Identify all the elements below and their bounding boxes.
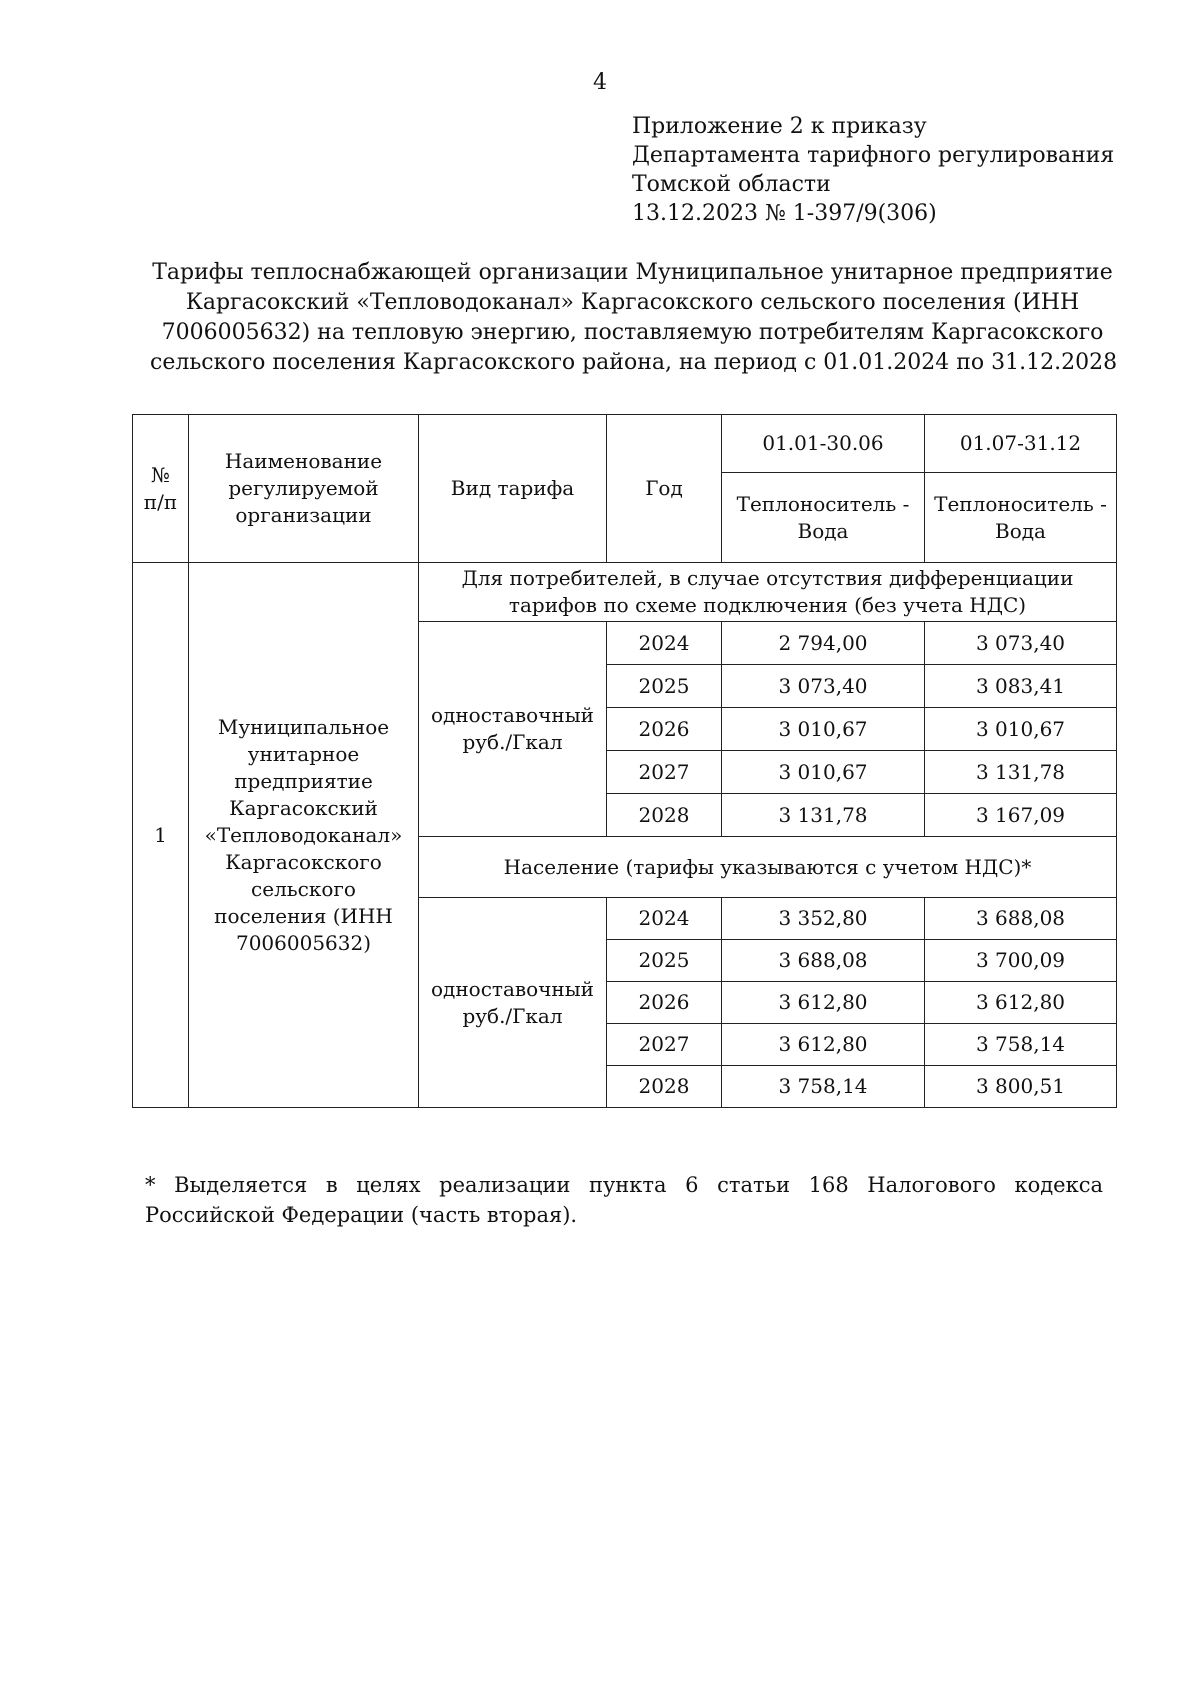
title-line: Каргасокский «Тепловодоканал» Каргасокского сельского поселения (ИНН bbox=[185, 290, 1080, 315]
header-carrier-1 bbox=[722, 473, 925, 563]
section-row bbox=[133, 563, 1117, 622]
value-cell-h2: 3 167,09 bbox=[925, 794, 1117, 837]
value-cell-h2: 3 010,67 bbox=[925, 708, 1117, 751]
tariff-type-cell bbox=[419, 898, 607, 1108]
year-cell: 2028 bbox=[607, 1066, 722, 1108]
value-cell-h1: 3 612,80 bbox=[722, 982, 925, 1024]
tariff-text: руб./Гкал bbox=[462, 730, 563, 754]
header-text: организации bbox=[235, 503, 372, 527]
value-cell-h1: 3 688,08 bbox=[722, 940, 925, 982]
appendix-line: Департамента тарифного регулирования bbox=[632, 143, 1115, 168]
value-cell-h1: 2 794,00 bbox=[722, 622, 925, 665]
year-cell: 2024 bbox=[607, 898, 722, 940]
org-line: унитарное bbox=[247, 741, 360, 766]
org-line: сельского bbox=[251, 876, 356, 901]
header-row bbox=[133, 415, 1117, 473]
appendix-line: Приложение 2 к приказу bbox=[632, 114, 927, 139]
year-cell: 2028 bbox=[607, 794, 722, 837]
organization-name bbox=[189, 563, 419, 1108]
org-line: «Тепловодоканал» bbox=[204, 822, 403, 847]
value-cell-h2: 3 700,09 bbox=[925, 940, 1117, 982]
header-text: регулируемой bbox=[228, 476, 379, 500]
value-cell-h2: 3 688,08 bbox=[925, 898, 1117, 940]
tariff-table bbox=[132, 414, 1117, 1108]
header-period-1: 01.01-30.06 bbox=[722, 415, 925, 473]
header-text: Наименование bbox=[224, 449, 383, 473]
value-cell-h2: 3 073,40 bbox=[925, 622, 1117, 665]
value-cell-h1: 3 131,78 bbox=[722, 794, 925, 837]
org-line: предприятие bbox=[234, 768, 373, 793]
header-text: Теплоноситель - bbox=[934, 491, 1107, 516]
header-period-2: 01.07-31.12 bbox=[925, 415, 1117, 473]
value-cell-h2: 3 612,80 bbox=[925, 982, 1117, 1024]
header-year: Год bbox=[607, 415, 722, 563]
section-text: тарифов по схеме подключения (без учета НДС) bbox=[508, 593, 1027, 617]
appendix-order-number: 13.12.2023 № 1-397/9(306) bbox=[632, 201, 937, 226]
header-carrier-2 bbox=[925, 473, 1117, 563]
title-line: 7006005632) на тепловую энергию, поставляемую потребителям Каргасокского bbox=[161, 320, 1104, 345]
section-population-header: Население (тарифы указываются с учетом НДС)* bbox=[419, 837, 1117, 898]
title-line: Тарифы теплоснабжающей организации Муниципальное унитарное предприятие bbox=[152, 260, 1113, 285]
year-cell: 2027 bbox=[607, 751, 722, 794]
value-cell-h1: 3 612,80 bbox=[722, 1024, 925, 1066]
value-cell-h2: 3 758,14 bbox=[925, 1024, 1117, 1066]
year-cell: 2027 bbox=[607, 1024, 722, 1066]
value-cell-h1: 3 010,67 bbox=[722, 708, 925, 751]
org-line: Муниципальное bbox=[217, 714, 390, 739]
document-title bbox=[150, 258, 1118, 378]
appendix-line: Томской области bbox=[632, 172, 831, 197]
value-cell-h2: 3 083,41 bbox=[925, 665, 1117, 708]
value-cell-h1: 3 010,67 bbox=[722, 751, 925, 794]
appendix-header bbox=[632, 112, 1152, 228]
value-cell-h2: 3 131,78 bbox=[925, 751, 1117, 794]
header-text: п/п bbox=[143, 489, 178, 514]
tariff-text: одноставочный bbox=[430, 976, 595, 1001]
header-organization bbox=[189, 415, 419, 563]
header-text: № bbox=[151, 462, 170, 487]
year-cell: 2025 bbox=[607, 940, 722, 982]
year-cell: 2026 bbox=[607, 708, 722, 751]
section-consumers-header bbox=[419, 563, 1117, 622]
org-line: поселения (ИНН bbox=[214, 903, 393, 928]
section-text: Для потребителей, в случае отсутствия дифференциации bbox=[461, 566, 1074, 590]
row-number: 1 bbox=[133, 563, 189, 1108]
value-cell-h1: 3 352,80 bbox=[722, 898, 925, 940]
header-number bbox=[133, 415, 189, 563]
header-text: Теплоноситель - bbox=[736, 491, 910, 516]
org-line: Каргасокского bbox=[225, 849, 382, 874]
value-cell-h1: 3 758,14 bbox=[722, 1066, 925, 1108]
year-cell: 2025 bbox=[607, 665, 722, 708]
header-tariff-type: Вид тарифа bbox=[419, 415, 607, 563]
header-text: Вода bbox=[995, 518, 1046, 543]
value-cell-h1: 3 073,40 bbox=[722, 665, 925, 708]
org-line: 7006005632) bbox=[235, 930, 372, 955]
footnote: * Выделяется в целях реализации пункта 6 статьи 168 Налогового кодекса Российской Федерации (часть вторая). bbox=[145, 1173, 1103, 1227]
value-cell-h2: 3 800,51 bbox=[925, 1066, 1117, 1108]
header-text: Вода bbox=[797, 518, 849, 543]
page-number: 4 bbox=[593, 70, 607, 95]
title-line: сельского поселения Каргасокского района, на период с 01.01.2024 по 31.12.2028 bbox=[150, 350, 1118, 375]
year-cell: 2024 bbox=[607, 622, 722, 665]
tariff-type-cell bbox=[419, 622, 607, 837]
year-cell: 2026 bbox=[607, 982, 722, 1024]
org-line: Каргасокский bbox=[229, 795, 378, 820]
tariff-text: руб./Гкал bbox=[462, 1003, 563, 1028]
tariff-text: одноставочный bbox=[430, 703, 595, 727]
